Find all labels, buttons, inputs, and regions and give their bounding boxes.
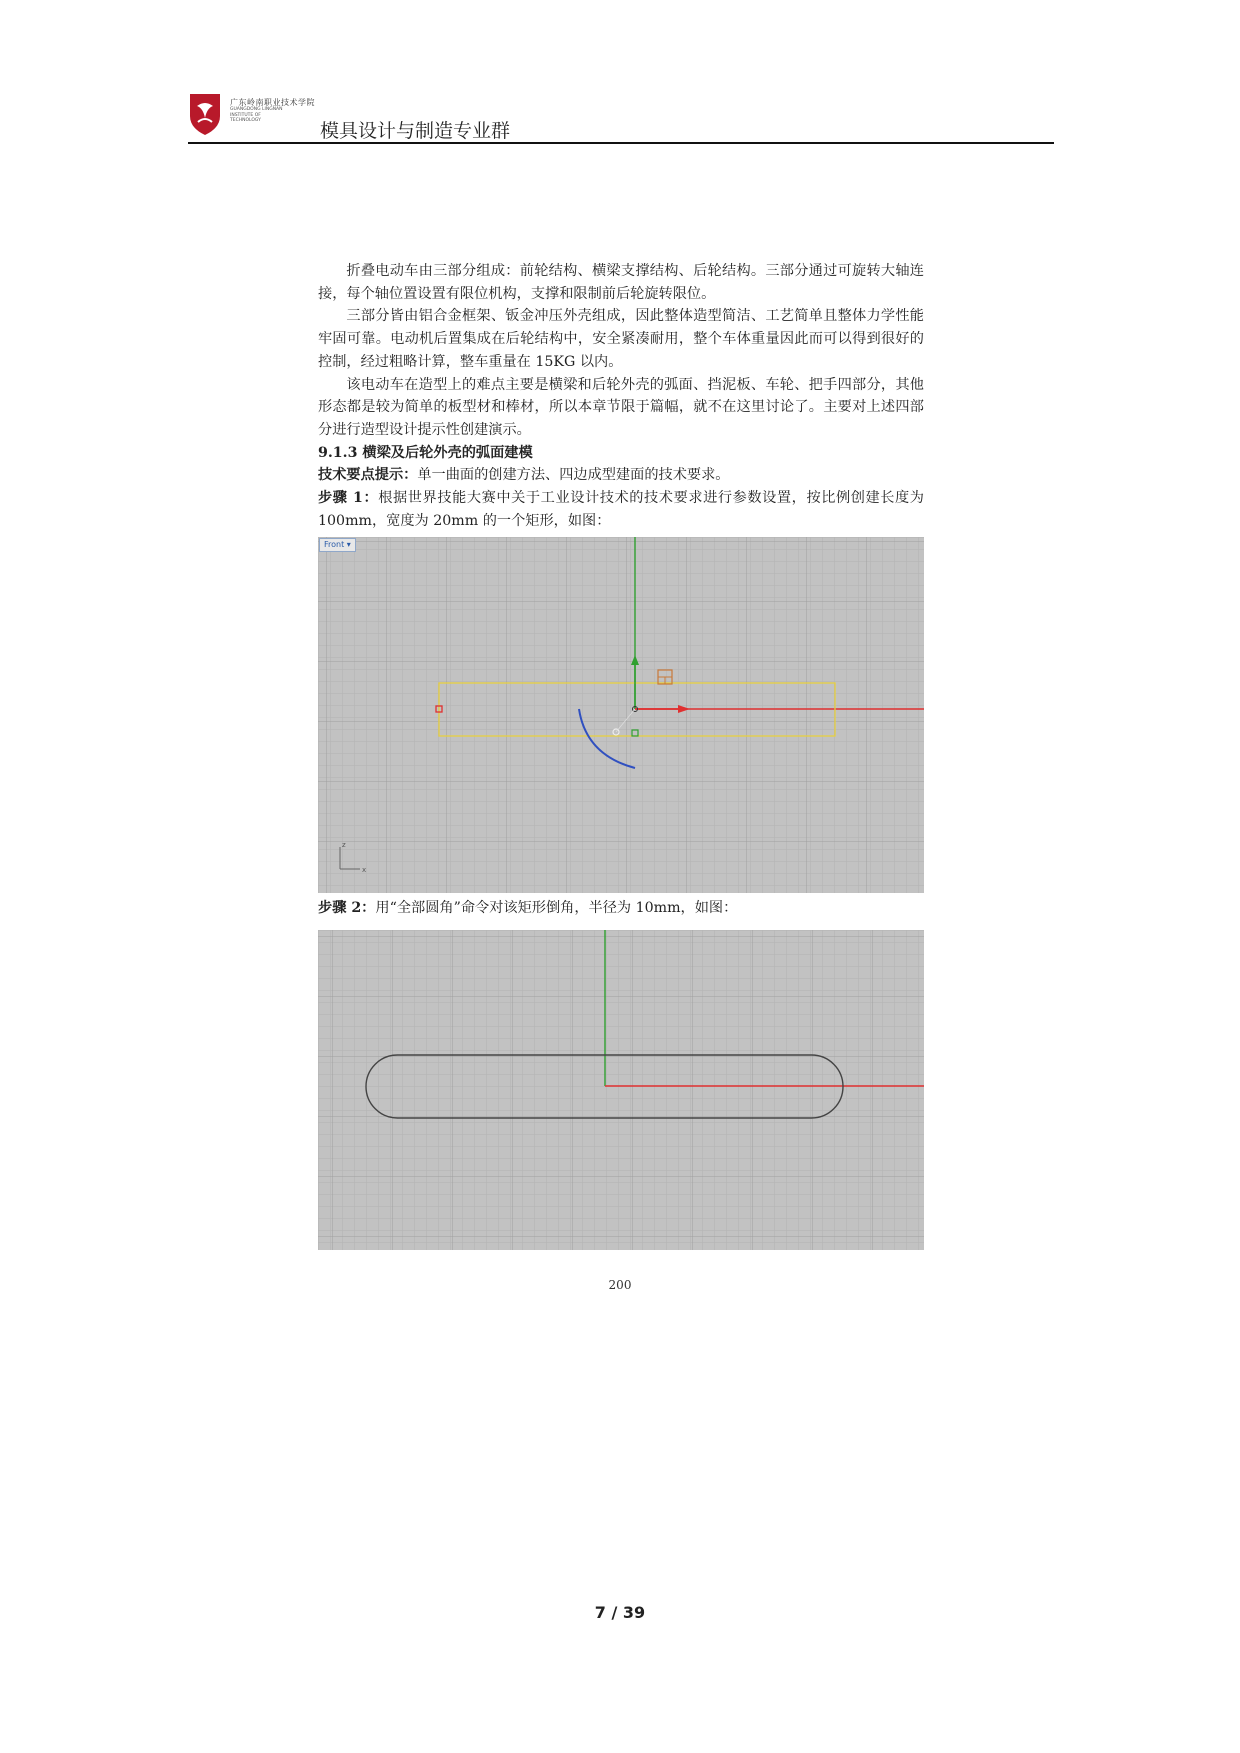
- step-1: [318, 487, 924, 532]
- viewer-page-indicator: 7 / 39: [594, 1603, 646, 1622]
- header-divider: [188, 142, 1054, 144]
- logo-school-name-en: GUANGDONG LINGNAN INSTITUTE OF TECHNOLOGY: [230, 107, 283, 123]
- inner-page-number: 200: [608, 1278, 632, 1292]
- figure-rectangle-viewport: [318, 537, 924, 893]
- viewport-canvas: [318, 537, 924, 893]
- step-2-label: 步骤 2：: [318, 900, 376, 916]
- school-logo-icon: [188, 92, 222, 136]
- viewport-canvas: [318, 930, 924, 1250]
- step-1-label: 步骤 1：: [318, 490, 379, 507]
- viewport-name: Front: [324, 540, 345, 549]
- viewport-dropdown-icon[interactable]: ▾: [346, 540, 351, 549]
- logo-school-name: 广东岭南职业技术学院: [230, 98, 315, 107]
- page-header: [188, 88, 1054, 144]
- world-z-label: z: [342, 841, 346, 849]
- section-heading: 9.1.3 横梁及后轮外壳的弧面建模: [318, 444, 533, 461]
- step-2: [318, 897, 924, 920]
- viewport-title-tab[interactable]: [319, 538, 356, 552]
- world-x-label: x: [362, 866, 367, 874]
- paragraph: 该电动车在造型上的难点主要是横梁和后轮外壳的弧面、挡泥板、车轮、把手四部分，其他形态都是较为简单的板型材和棒材，所以本章节限于篇幅，就不在这里讨论了。主要对上述四部分进行造型设计提示性创建演示。: [318, 376, 924, 438]
- tech-tip-label: 技术要点提示：: [318, 467, 418, 484]
- step-2-text: 用“全部圆角”命令对该矩形倒角，半径为 10mm，如图：: [375, 900, 738, 916]
- figure-rounded-rectangle-viewport: [318, 930, 924, 1250]
- paragraph: 折叠电动车由三部分组成：前轮结构、横梁支撑结构、后轮结构。三部分通过可旋转大轴连接，每个轴位置设置有限位机构，支撑和限制前后轮旋转限位。: [318, 263, 924, 302]
- tech-tip: [318, 464, 924, 487]
- step-1-text: 根据世界技能大赛中关于工业设计技术的技术要求进行参数设置，按比例创建长度为 100mm，宽度为 20mm 的一个矩形，如图：: [318, 490, 924, 529]
- header-title: 模具设计与制造专业群: [320, 120, 511, 142]
- tech-tip-text: 单一曲面的创建方法、四边成型建面的技术要求。: [417, 467, 730, 484]
- document-body: [318, 260, 924, 532]
- paragraph: 三部分皆由铝合金框架、钣金冲压外壳组成，因此整体造型简洁、工艺简单且整体力学性能牢固可靠。电动机后置集成在后轮结构中，安全紧凑耐用，整个车体重量因此而可以得到很好的控制，经过粗略计算，整车重量在 15KG 以内。: [318, 308, 924, 370]
